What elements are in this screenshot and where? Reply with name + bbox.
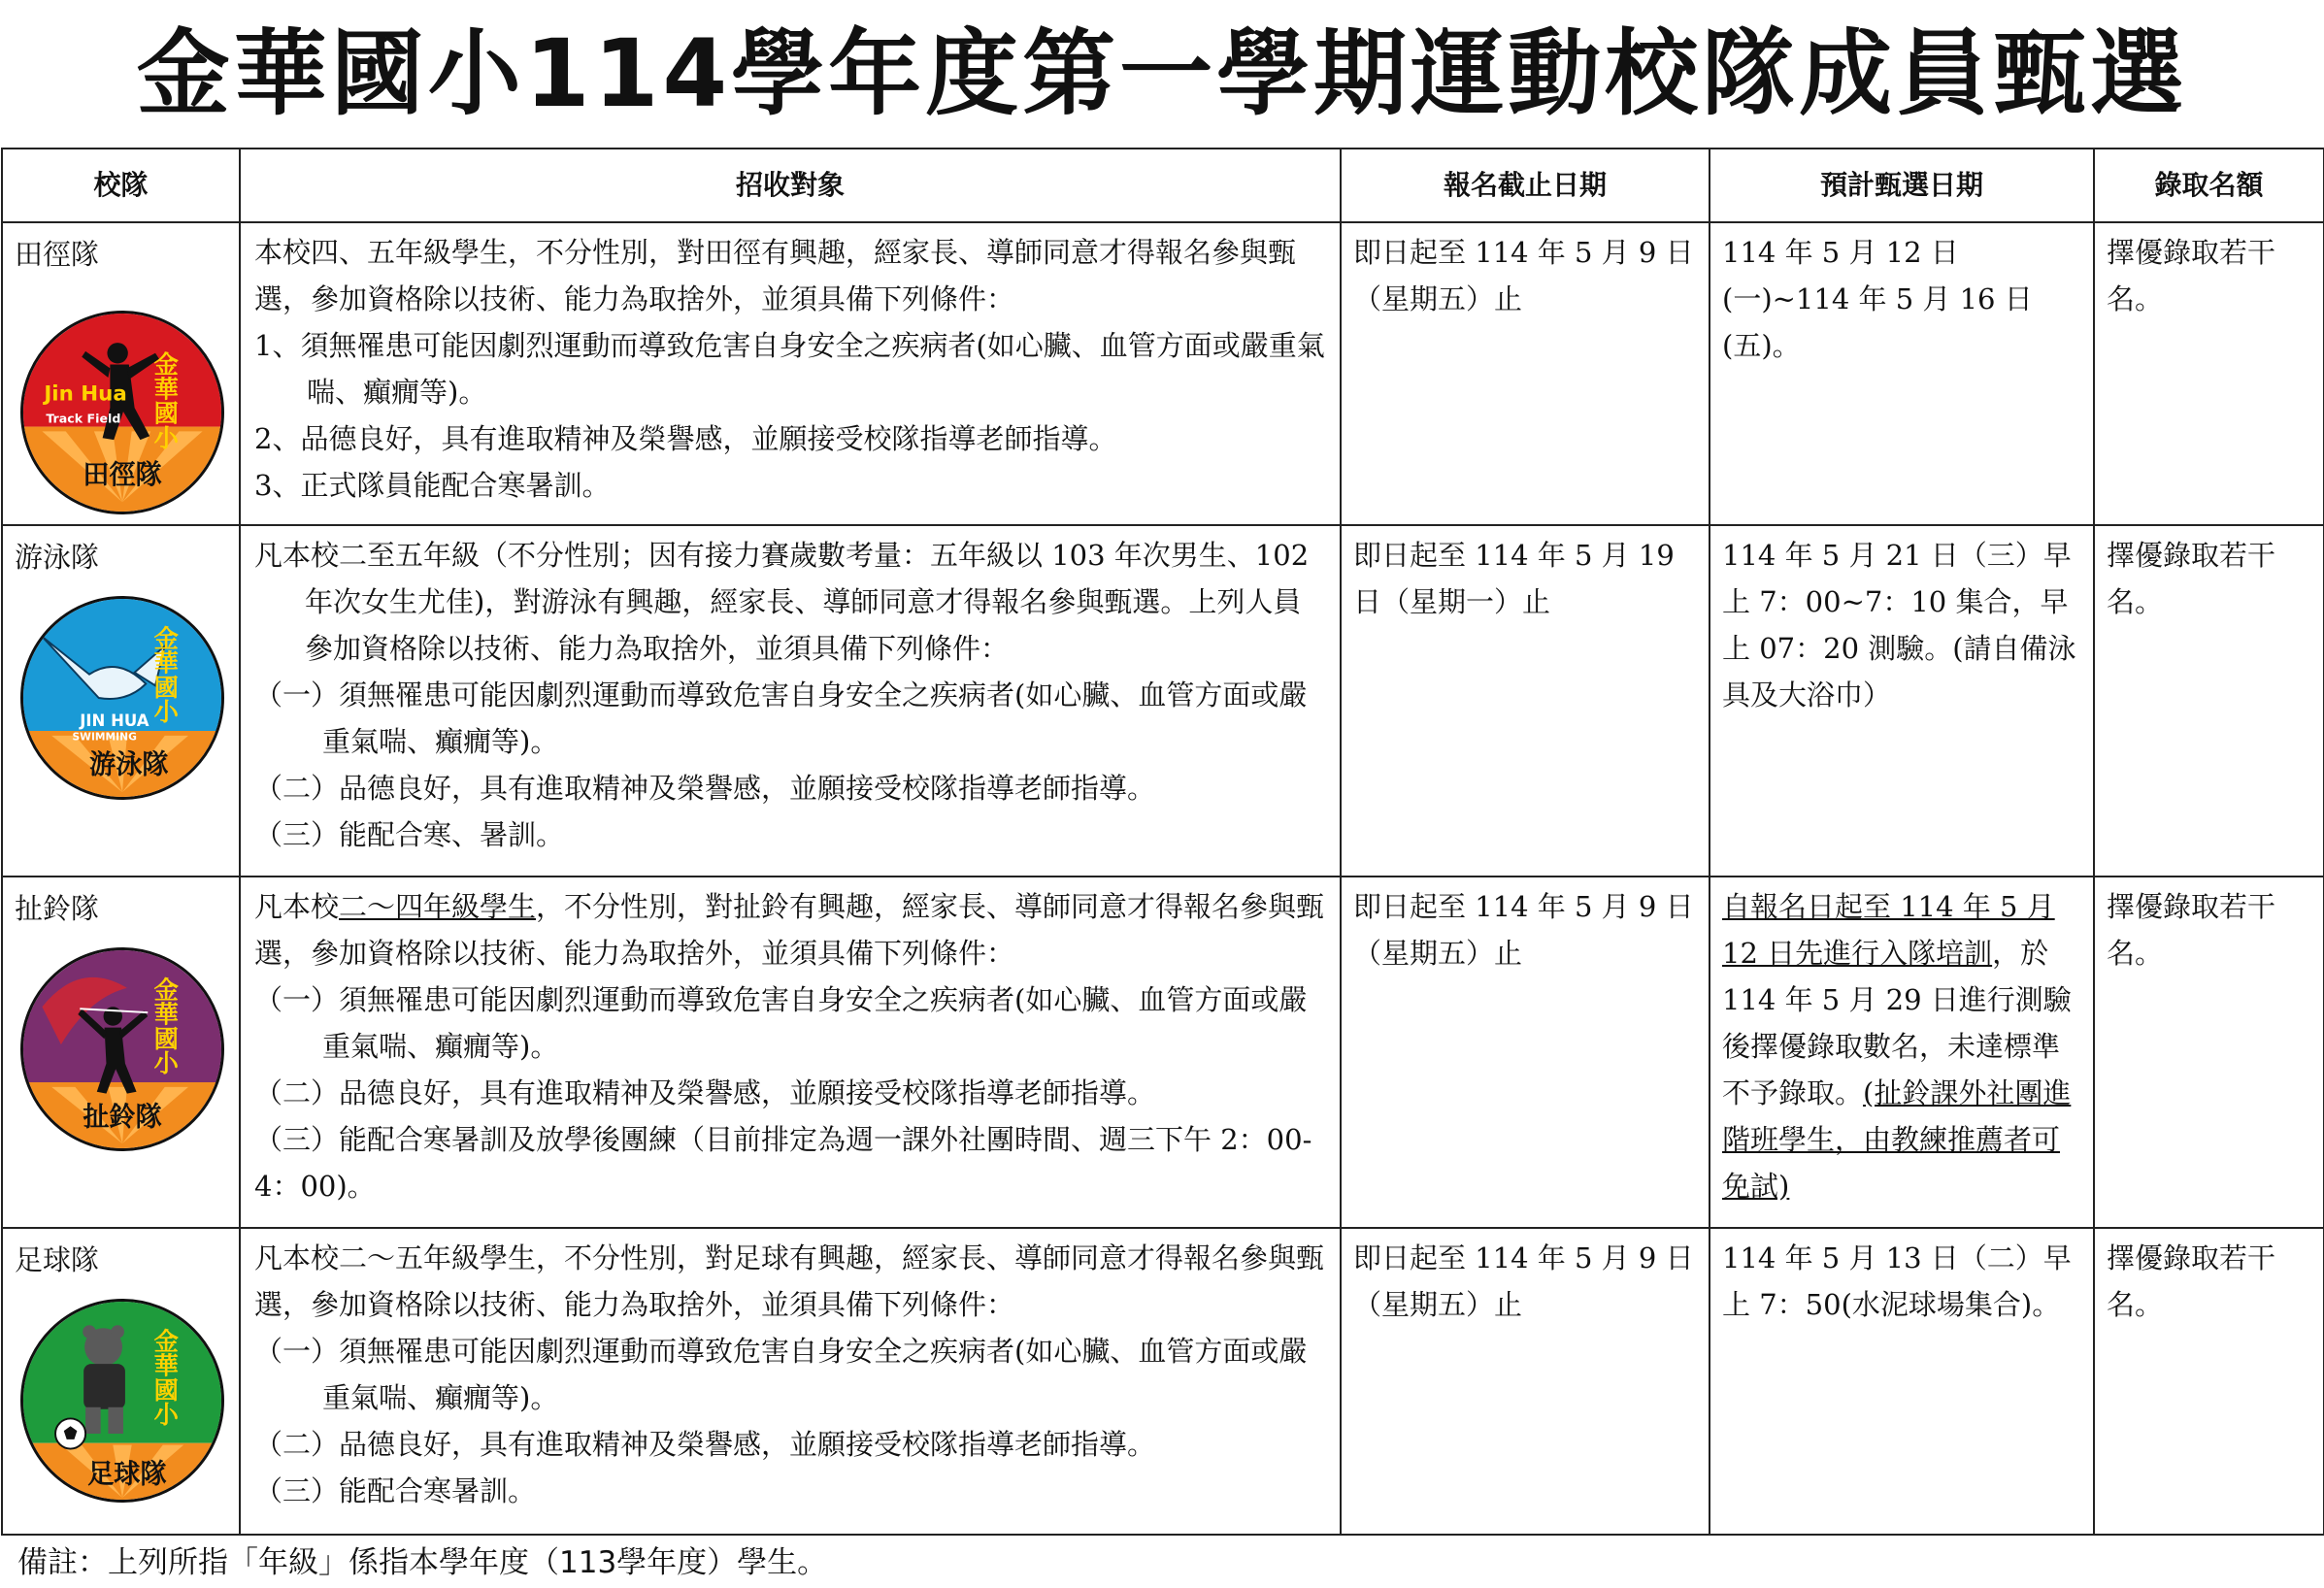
quota-cell: 擇優錄取若干名。 bbox=[2094, 1228, 2324, 1535]
logo-label: 足球隊 bbox=[87, 1459, 167, 1490]
team-selection-table bbox=[1, 148, 2324, 1536]
logo-label: 田徑隊 bbox=[83, 459, 162, 490]
logo-brand: Jin Hua bbox=[44, 381, 127, 407]
header-team: 校隊 bbox=[2, 149, 240, 222]
logo-school: 金華國小 bbox=[150, 1328, 180, 1427]
logo-brand: JIN HUA bbox=[80, 711, 149, 730]
logo-school: 金華國小 bbox=[150, 976, 180, 1075]
deadline-cell: 即日起至 114 年 5 月 9 日（星期五）止 bbox=[1341, 877, 1710, 1228]
team-cell bbox=[2, 877, 240, 1228]
target-condition: （三）能配合寒暑訓。 bbox=[254, 1474, 537, 1508]
target-condition: 2、品德良好，具有進取精神及榮譽感，並願接受校隊指導老師指導。 bbox=[254, 422, 1117, 455]
team-cell bbox=[2, 525, 240, 877]
header-target: 招收對象 bbox=[240, 149, 1341, 222]
table-row bbox=[2, 877, 2324, 1228]
footnote: 備註：上列所指「年級」係指本學年度（113學年度）學生。 bbox=[17, 1545, 828, 1580]
team-cell bbox=[2, 222, 240, 525]
soccer-ball-icon bbox=[55, 1419, 85, 1449]
target-condition: （三）能配合寒、暑訓。 bbox=[254, 817, 565, 851]
quota-cell: 擇優錄取若干名。 bbox=[2094, 525, 2324, 877]
logo-label: 游泳隊 bbox=[89, 749, 169, 780]
page-title: 金華國小114學年度第一學期運動校隊成員甄選 bbox=[136, 19, 2188, 128]
target-condition: （二）品德良好，具有進取精神及榮譽感，並願接受校隊指導老師指導。 bbox=[254, 1075, 1156, 1109]
team-name: 足球隊 bbox=[15, 1243, 100, 1277]
target-intro: 凡本校二至五年級（不分性別；因有接力賽歲數考量：五年級以 103 年次男生、102 年次女生尤佳)，對游泳有興趣，經家長、導師同意才得報名參與甄選。上列人員參加資格除以技術、能力為取捨外，並須具備下列條件： bbox=[254, 538, 1310, 665]
target-cell bbox=[240, 525, 1341, 877]
table-row bbox=[2, 1228, 2324, 1535]
trial-date-training: 自報名日起至 114 年 5 月 12 日先進行入隊培訓 bbox=[1722, 889, 2055, 970]
trial-date-cell bbox=[1710, 877, 2094, 1228]
track-team-logo bbox=[20, 311, 224, 514]
team-name: 游泳隊 bbox=[15, 540, 100, 574]
target-intro bbox=[254, 883, 1326, 976]
target-intro-pre: 凡本校 bbox=[254, 889, 340, 923]
trial-date-cell: 114 年 5 月 21 日（三）早上 7：00~7：10 集合，早上 07：20 測驗。(請自備泳具及大浴巾） bbox=[1710, 525, 2094, 877]
logo-school: 金華國小 bbox=[150, 350, 180, 449]
team-name: 扯鈴隊 bbox=[15, 891, 100, 925]
deadline-cell: 即日起至 114 年 5 月 9 日（星期五）止 bbox=[1341, 1228, 1710, 1535]
target-condition: 3、正式隊員能配合寒暑訓。 bbox=[254, 469, 611, 502]
deadline-cell: 即日起至 114 年 5 月 9 日（星期五）止 bbox=[1341, 222, 1710, 525]
target-intro-grades: 二～四年級學生 bbox=[339, 889, 537, 923]
trial-date-test: ，於 114 年 5 月 29 日進行測驗後擇優錄取數名，未達標準不予錄取。 bbox=[1722, 936, 2072, 1109]
logo-sub: Track Field bbox=[46, 411, 121, 426]
target-condition: （二）品德良好，具有進取精神及榮譽感，並願接受校隊指導老師指導。 bbox=[254, 771, 1156, 805]
header-trial-date: 預計甄選日期 bbox=[1710, 149, 2094, 222]
quota-cell: 擇優錄取若干名。 bbox=[2094, 877, 2324, 1228]
logo-label: 扯鈴隊 bbox=[83, 1102, 162, 1133]
diabolo-team-logo bbox=[20, 947, 224, 1151]
trial-date-exemption: (扯鈴課外社團進階班學生，由教練推薦者可免試) bbox=[1722, 1075, 2072, 1203]
swim-team-logo bbox=[20, 596, 224, 800]
trial-date-cell: 114 年 5 月 13 日（二）早上 7：50(水泥球場集合)。 bbox=[1710, 1228, 2094, 1535]
header-row bbox=[2, 149, 2324, 222]
logo-sub: SWIMMING bbox=[72, 730, 137, 744]
table-row bbox=[2, 525, 2324, 877]
soccer-team-logo bbox=[20, 1299, 224, 1503]
target-condition: （二）品德良好，具有進取精神及榮譽感，並願接受校隊指導老師指導。 bbox=[254, 1428, 1156, 1462]
target-condition: （一）須無罹患可能因劇烈運動而導致危害自身安全之疾病者(如心臟、血管方面或嚴重氣喘、癲癇等)。 bbox=[254, 678, 1308, 758]
target-cell bbox=[240, 1228, 1341, 1535]
header-deadline: 報名截止日期 bbox=[1341, 149, 1710, 222]
table-row bbox=[2, 222, 2324, 525]
team-name: 田徑隊 bbox=[15, 238, 100, 271]
target-condition: 1、須無罹患可能因劇烈運動而導致危害自身安全之疾病者(如心臟、血管方面或嚴重氣喘、癲癇等)。 bbox=[254, 329, 1325, 409]
logo-school: 金華國小 bbox=[150, 624, 180, 723]
trial-date-cell: 114 年 5 月 12 日(一)~114 年 5 月 16 日(五)。 bbox=[1710, 222, 2094, 525]
deadline-cell: 即日起至 114 年 5 月 19 日（星期一）止 bbox=[1341, 525, 1710, 877]
target-cell bbox=[240, 877, 1341, 1228]
team-cell bbox=[2, 1228, 240, 1535]
target-condition: （三）能配合寒暑訓及放學後團練（目前排定為週一課外社團時間、週三下午 2：00-4：00)。 bbox=[254, 1122, 1312, 1203]
target-intro: 凡本校二～五年級學生，不分性別，對足球有興趣，經家長、導師同意才得報名參與甄選，參加資格除以技術、能力為取捨外，並須具備下列條件： bbox=[254, 1241, 1325, 1322]
header-quota: 錄取名額 bbox=[2094, 149, 2324, 222]
quota-cell: 擇優錄取若干名。 bbox=[2094, 222, 2324, 525]
target-condition: （一）須無罹患可能因劇烈運動而導致危害自身安全之疾病者(如心臟、血管方面或嚴重氣喘、癲癇等)。 bbox=[254, 982, 1308, 1063]
target-intro-post: ，不分性別，對扯鈴有興趣，經家長、導師同意才得報名參與甄選，參加資格除以技術、能力為取捨外，並須具備下列條件： bbox=[254, 889, 1325, 970]
target-condition: （一）須無罹患可能因劇烈運動而導致危害自身安全之疾病者(如心臟、血管方面或嚴重氣喘、癲癇等)。 bbox=[254, 1335, 1308, 1415]
target-cell bbox=[240, 222, 1341, 525]
target-intro: 本校四、五年級學生，不分性別，對田徑有興趣，經家長、導師同意才得報名參與甄選，參加資格除以技術、能力為取捨外，並須具備下列條件： bbox=[254, 236, 1297, 315]
